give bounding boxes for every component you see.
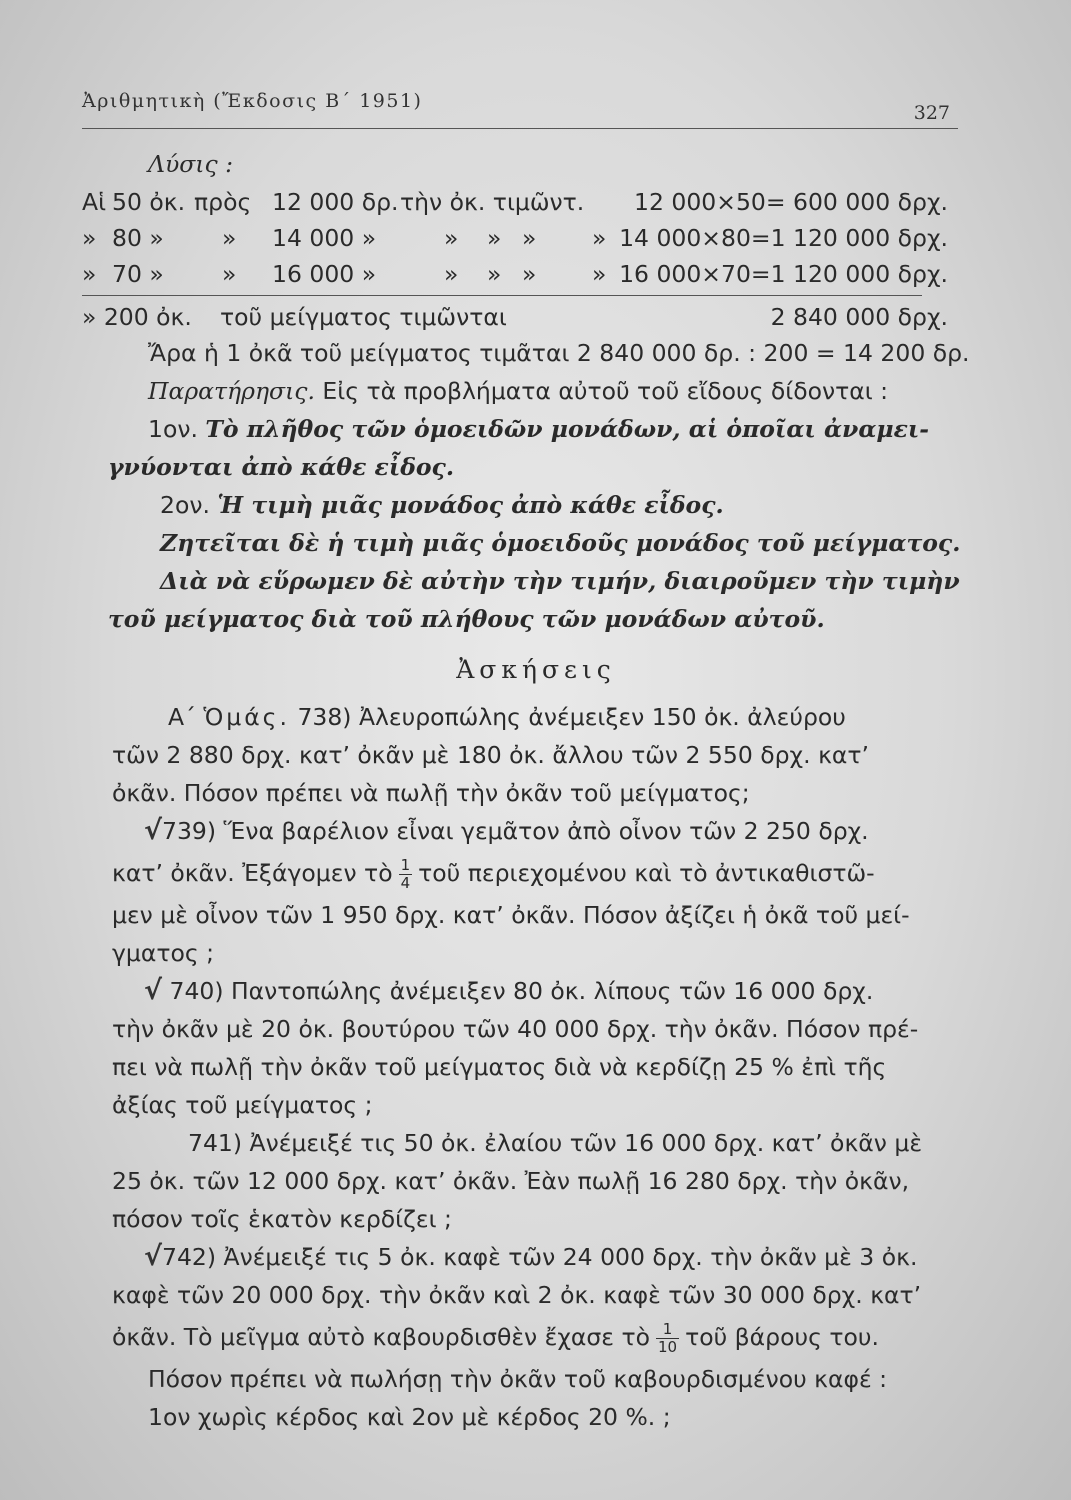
exercise-text: κατ’ ὀκᾶν. Ἐξάγομεν τὸ	[112, 859, 393, 887]
fraction-denominator: 4	[400, 874, 411, 892]
exercise-number: 741)	[188, 1129, 243, 1157]
exercise-text: Ἀνέμειξέ τις 5 ὀκ. καφὲ τῶν 24 000 δρχ. τὴν ὀκᾶν μὲ 3 ὀκ.	[223, 1243, 918, 1271]
row-lead: Αἱ	[82, 188, 107, 216]
remark-method-continued: τοῦ μείγματος διὰ τοῦ πλήθους τῶν μονάδων αὐτοῦ.	[108, 605, 825, 633]
exercise-742-line-3	[112, 1314, 960, 1360]
exercise-number: 742)	[162, 1243, 217, 1271]
exercise-text: Ἀνέμειξέ τις 50 ὀκ. ἐλαίου τῶν 16 000 δρχ. κατ’ ὀκᾶν μὲ	[249, 1129, 923, 1157]
row-result: 14 000×80=1 120 000 δρχ.	[619, 224, 948, 252]
row-price: 12 000 δρ.	[272, 188, 399, 216]
row-result: 16 000×70=1 120 000 δρχ.	[619, 260, 948, 288]
exercise-text: Ἕνα βαρέλιον εἶναι γεμᾶτον ἀπὸ οἶνον τῶν 2 250 δρχ.	[223, 817, 869, 845]
solution-total-row	[82, 298, 960, 334]
exercise-741-line-2: 25 ὀκ. τῶν 12 000 δρχ. κατ’ ὀκᾶν. Ἐὰν πωλῇ 16 280 δρχ. τὴν ὀκᾶν,	[112, 1167, 910, 1195]
solution-row-1	[82, 183, 960, 219]
exercise-number: 738)	[297, 703, 352, 731]
sum-rule	[82, 295, 922, 296]
remark-item-1-continued: γνύονται ἀπὸ κάθε εἶδος.	[108, 453, 455, 481]
row-qty: 80 »	[112, 224, 164, 252]
remark-text: Εἰς τὰ προβλήματα αὐτοῦ τοῦ εἴδους δίδονται :	[322, 377, 889, 405]
total-lead: » 200 ὀκ.	[82, 303, 192, 331]
exercise-text: τοῦ περιεχομένου καὶ τὸ ἀντικαθιστῶ-	[418, 859, 875, 887]
row-ditto: »	[522, 224, 537, 252]
total-text: τοῦ μείγματος τιμῶνται	[220, 303, 507, 331]
exercise-text: ὀκᾶν. Τὸ μεῖγμα αὐτὸ καβουρδισθὲν ἔχασε τὸ	[112, 1323, 650, 1351]
item-number: 1ον.	[148, 415, 198, 443]
exercise-text: τοῦ βάρους του.	[685, 1323, 879, 1351]
exercise-741-line-3: πόσον τοῖς ἑκατὸν κερδίζει ;	[112, 1205, 452, 1233]
row-ditto: »	[444, 260, 459, 288]
row-preposition: »	[222, 260, 237, 288]
exercise-738-line-1	[112, 698, 960, 736]
remark-label: Παρατήρησις.	[148, 377, 315, 405]
exercise-text: Παντοπώλης ἀνέμειξεν 80 ὀκ. λίπους τῶν 16 000 δρχ.	[231, 977, 874, 1005]
exercise-number: 740)	[169, 977, 224, 1005]
check-mark-icon: √	[144, 1241, 163, 1272]
exercise-738-line-2: τῶν 2 880 δρχ. κατ’ ὀκᾶν μὲ 180 ὀκ. ἄλλου τῶν 2 550 δρχ. κατ’	[112, 741, 870, 769]
exercise-742-line-4: Πόσον πρέπει νὰ πωλήσῃ τὴν ὀκᾶν τοῦ καβουρδισμένου καφέ :	[148, 1365, 888, 1393]
row-qty: 70 »	[112, 260, 164, 288]
row-preposition: »	[222, 224, 237, 252]
item-text: Ἡ τιμὴ μιᾶς μονάδος ἀπὸ κάθε εἶδος.	[217, 491, 724, 519]
exercise-text: Ἀλευροπώλης ἀνέμειξεν 150 ὀκ. ἀλεύρου	[358, 703, 846, 731]
exercises-title: Ἀσκήσεις	[456, 655, 616, 684]
exercise-741-line-1	[112, 1124, 960, 1162]
remark-method: Διὰ νὰ εὕρωμεν δὲ αὐτὴν τὴν τιμήν, διαιροῦμεν τὴν τιμὴν	[160, 567, 960, 595]
exercise-742-line-1	[112, 1238, 960, 1276]
page-header	[82, 82, 958, 129]
exercise-740-line-1	[112, 972, 960, 1010]
exercise-742-line-2: καφὲ τῶν 20 000 δρχ. τὴν ὀκᾶν καὶ 2 ὀκ. καφὲ τῶν 30 000 δρχ. κατ’	[112, 1281, 922, 1309]
row-lead: »	[82, 224, 97, 252]
group-label: Α΄	[168, 703, 196, 731]
row-ditto: »	[487, 224, 502, 252]
row-ditto: »	[487, 260, 502, 288]
exercise-738-line-3: ὀκᾶν. Πόσον πρέπει νὰ πωλῇ τὴν ὀκᾶν τοῦ μείγματος;	[112, 779, 750, 807]
remark-sought: Ζητεῖται δὲ ἡ τιμὴ μιᾶς ὁμοειδοῦς μονάδος τοῦ μείγματος.	[160, 529, 961, 557]
fraction-one-tenth	[656, 1321, 679, 1356]
exercise-740-line-2: τὴν ὀκᾶν μὲ 20 ὀκ. βουτύρου τῶν 40 000 δρχ. τὴν ὀκᾶν. Πόσον πρέ-	[112, 1015, 919, 1043]
row-ditto: »	[592, 260, 607, 288]
row-qty: 50 ὀκ.	[112, 188, 186, 216]
fraction-numerator: 1	[656, 1321, 679, 1339]
row-lead: »	[82, 260, 97, 288]
row-text: τὴν ὀκ. τιμῶντ.	[400, 188, 585, 216]
solution-row-3	[82, 255, 960, 291]
row-result: 12 000×50= 600 000 δρχ.	[634, 188, 948, 216]
exercise-number: 739)	[162, 817, 217, 845]
solution-label: Λύσις :	[148, 150, 234, 178]
check-mark-icon: √	[144, 815, 163, 846]
remark-line	[112, 372, 960, 410]
page-content	[82, 145, 970, 1436]
row-price: 14 000 »	[272, 224, 377, 252]
solution-table	[82, 183, 960, 334]
fraction-numerator: 1	[400, 856, 411, 874]
row-ditto: »	[522, 260, 537, 288]
remark-item-2	[112, 486, 960, 524]
exercise-742-line-5: 1ον χωρὶς κέρδος καὶ 2ον μὲ κέρδος 20 %. ;	[148, 1403, 671, 1431]
running-title: Ἀριθμητικὴ (Ἔκδοσις Β΄ 1951)	[82, 90, 423, 112]
fraction-one-quarter	[399, 857, 413, 892]
row-price: 16 000 »	[272, 260, 377, 288]
solution-conclusion: Ἄρα ἡ 1 ὀκᾶ τοῦ μείγματος τιμᾶται 2 840 000 δρ. : 200 = 14 200 δρ.	[148, 339, 970, 367]
row-preposition: πρὸς	[194, 188, 252, 216]
exercise-740-line-4: ἀξίας τοῦ μείγματος ;	[112, 1091, 373, 1119]
fraction-denominator: 10	[658, 1338, 678, 1356]
remark-item-1	[112, 410, 960, 448]
exercise-739-line-4: γματος ;	[112, 939, 215, 967]
row-ditto: »	[444, 224, 459, 252]
row-ditto: »	[592, 224, 607, 252]
total-result: 2 840 000 δρχ.	[770, 303, 948, 331]
exercise-740-line-3: πει νὰ πωλῇ τὴν ὀκᾶν τοῦ μείγματος διὰ νὰ κερδίζῃ 25 % ἐπὶ τῆς	[112, 1053, 887, 1081]
check-mark-icon: √	[144, 975, 163, 1006]
solution-row-2	[82, 219, 960, 255]
page-number: 327	[913, 102, 950, 124]
group-word: Ὁμάς.	[203, 703, 290, 731]
item-text: Τὸ πλῆθος τῶν ὁμοειδῶν μονάδων, αἱ ὁποῖαι ἀναμει-	[205, 415, 930, 443]
item-number: 2ον.	[160, 491, 210, 519]
exercise-739-line-3: μεν μὲ οἶνον τῶν 1 950 δρχ. κατ’ ὀκᾶν. Πόσον ἀξίζει ἡ ὀκᾶ τοῦ μεί-	[112, 901, 910, 929]
exercise-739-line-1	[112, 812, 960, 850]
exercise-739-line-2	[112, 850, 960, 896]
